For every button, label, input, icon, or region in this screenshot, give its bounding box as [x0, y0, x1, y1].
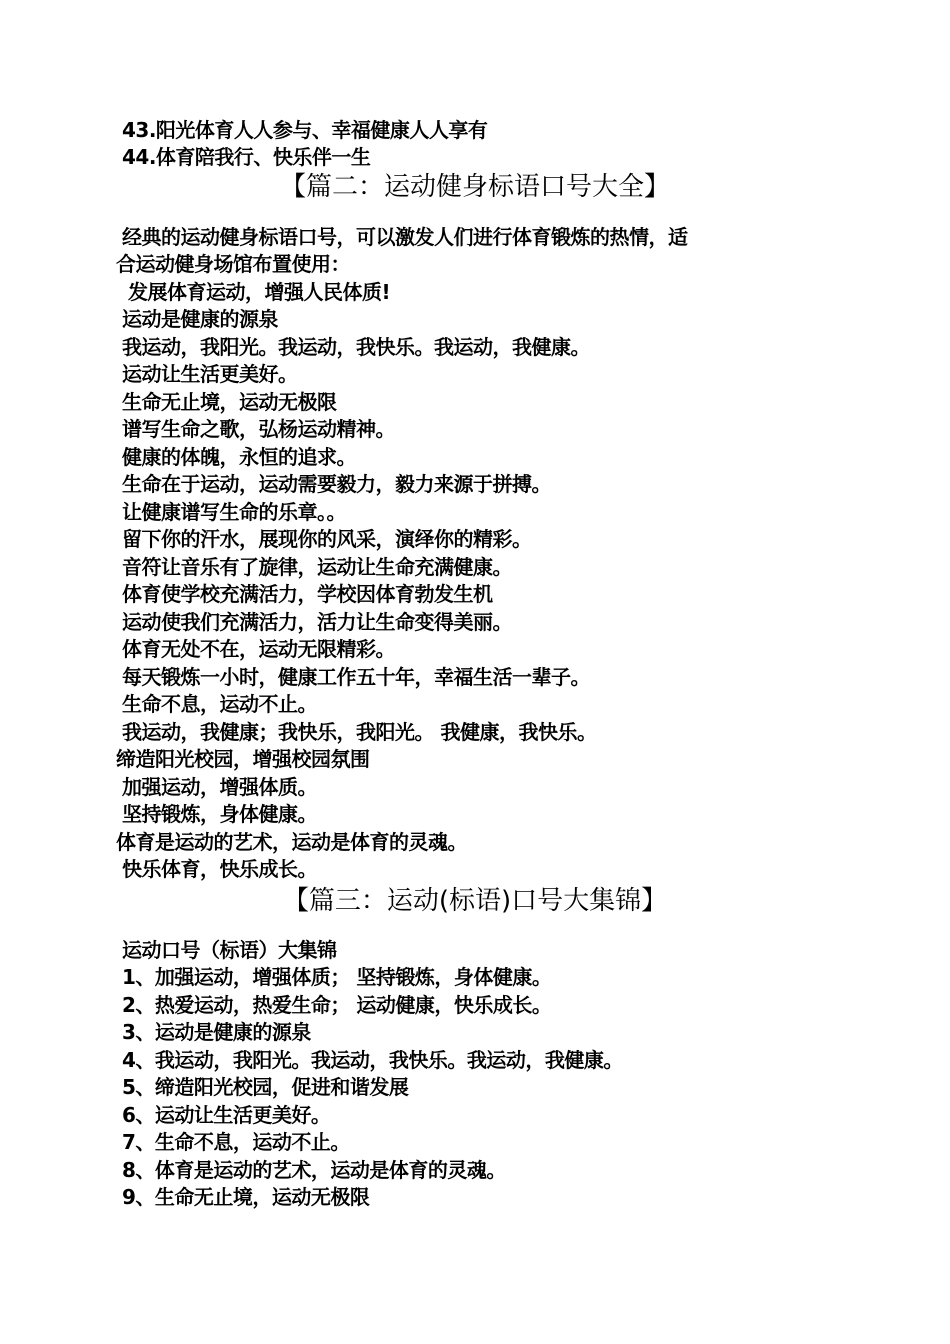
numbered-slogan: 5、缔造阳光校园，促进和谐发展: [122, 1075, 409, 1099]
section-heading: 【篇三：运动(标语)口号大集锦】: [282, 886, 668, 916]
slogan-line: 运动是健康的源泉: [122, 307, 278, 331]
slogan-line: 生命无止境，运动无极限: [122, 390, 337, 414]
slogan-line: 运动让生活更美好。: [122, 362, 298, 386]
numbered-slogan: 2、热爱运动，热爱生命； 运动健康，快乐成长。: [122, 993, 552, 1017]
numbered-slogan: 8、体育是运动的艺术，运动是体育的灵魂。: [122, 1158, 506, 1182]
slogan-line: 坚持锻炼，身体健康。: [122, 802, 317, 826]
slogan-line: 体育使学校充满活力，学校因体育勃发生机: [122, 582, 493, 606]
slogan-line: 谱写生命之歌，弘杨运动精神。: [122, 417, 395, 441]
section-subtitle: 运动口号（标语）大集锦: [122, 938, 337, 962]
slogan-line: 让健康谱写生命的乐章。。: [122, 500, 346, 524]
slogan-line: 生命在于运动，运动需要毅力，毅力来源于拼搏。: [122, 472, 551, 496]
slogan-line: 留下你的汗水，展现你的风采，演绎你的精彩。: [122, 527, 532, 551]
slogan-line: 每天锻炼一小时，健康工作五十年，幸福生活一辈子。: [122, 665, 590, 689]
slogan-line: 音符让音乐有了旋律，运动让生命充满健康。: [122, 555, 512, 579]
numbered-slogan: 6、运动让生活更美好。: [122, 1103, 331, 1127]
slogan-line: 43.阳光体育人人参与、幸福健康人人享有: [122, 118, 488, 142]
numbered-slogan: 1、加强运动，增强体质； 坚持锻炼，身体健康。: [122, 965, 552, 989]
slogan-line: 快乐体育，快乐成长。: [122, 857, 317, 881]
slogan-line: 加强运动，增强体质。: [122, 775, 317, 799]
slogan-line: 体育无处不在，运动无限精彩。: [122, 637, 395, 661]
numbered-slogan: 7、生命不息，运动不止。: [122, 1130, 350, 1154]
section-heading: 【篇二：运动健身标语口号大全】: [279, 172, 670, 202]
intro-line: 合运动健身场馆布置使用：: [116, 252, 350, 276]
intro-line: 经典的运动健身标语口号，可以激发人们进行体育锻炼的热情，适: [122, 225, 688, 249]
slogan-line: 生命不息，运动不止。: [122, 692, 317, 716]
slogan-line: 体育是运动的艺术，运动是体育的灵魂。: [116, 830, 467, 854]
numbered-slogan: 4、我运动，我阳光。我运动，我快乐。我运动，我健康。: [122, 1048, 623, 1072]
numbered-slogan: 9、生命无止境，运动无极限: [122, 1185, 370, 1209]
slogan-line: 健康的体魄，永恒的追求。: [122, 445, 356, 469]
numbered-slogan: 3、运动是健康的源泉: [122, 1020, 311, 1044]
slogan-line: 发展体育运动，增强人民体质!: [128, 280, 391, 304]
slogan-line: 缔造阳光校园，增强校园氛围: [116, 747, 370, 771]
slogan-line: 我运动，我健康；我快乐，我阳光。 我健康，我快乐。: [122, 720, 597, 744]
slogan-line: 44.体育陪我行、快乐伴一生: [122, 145, 371, 169]
slogan-line: 运动使我们充满活力，活力让生命变得美丽。: [122, 610, 512, 634]
slogan-line: 我运动，我阳光。我运动，我快乐。我运动，我健康。: [122, 335, 590, 359]
